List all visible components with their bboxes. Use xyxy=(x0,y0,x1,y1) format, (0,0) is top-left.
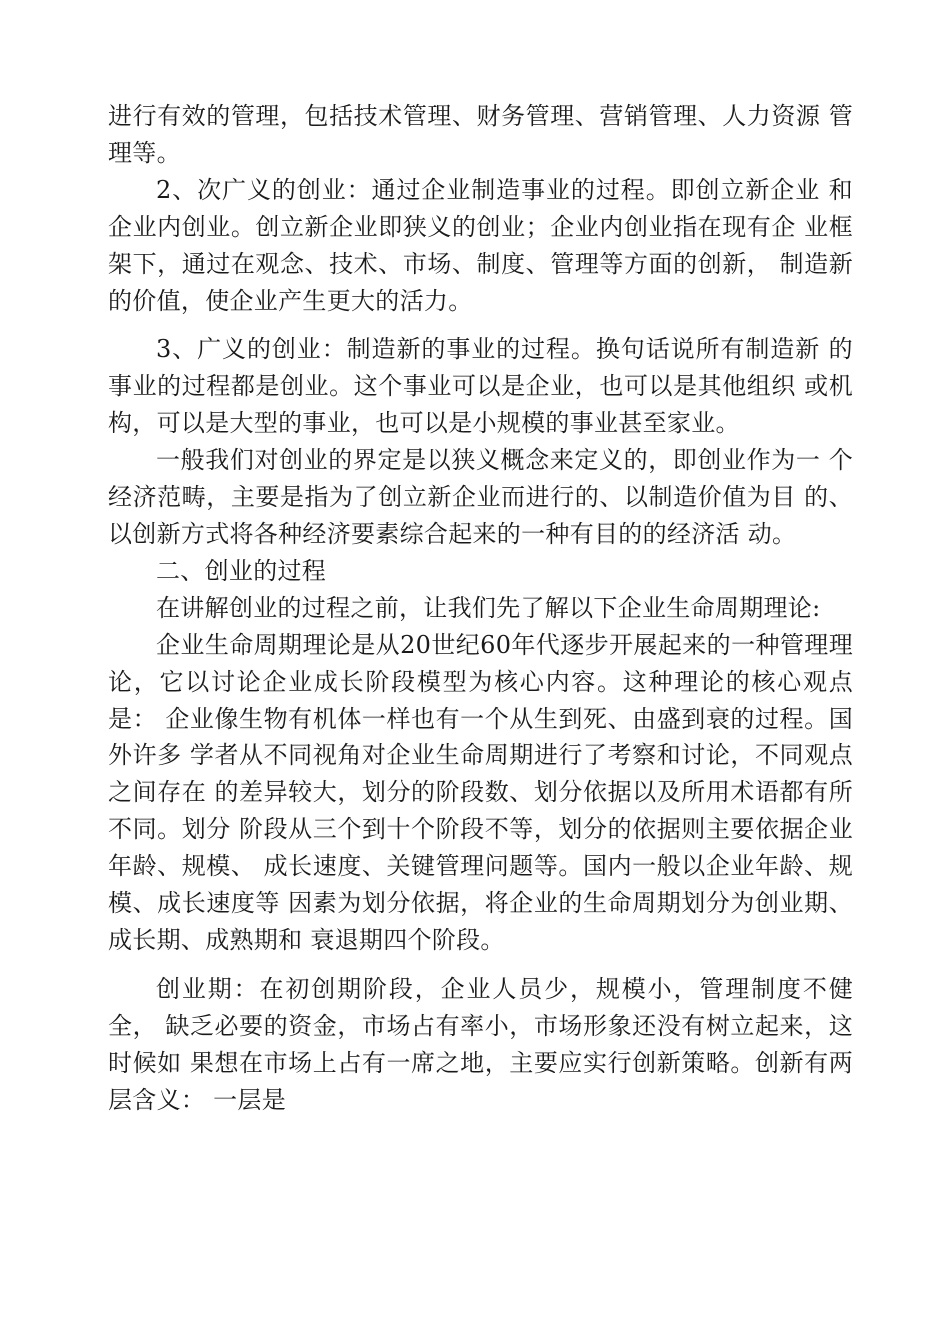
paragraph-management-continuation: 进行有效的管理，包括技术管理、财务管理、营销管理、人力资源 管理等。 xyxy=(108,102,853,167)
paragraph-narrow-definition: 一般我们对创业的界定是以狭义概念来定义的，即创业作为一 个经济范畴，主要是指为了创立新企业而进行的、以制造价值为目 的、以创新方式将各种经济要素综合起来的一种有目的的经济活 动。 xyxy=(108,446,853,548)
paragraph-secondary-broad-entrepreneurship: 2、次广义的创业：通过企业制造事业的过程。即创立新企业 和企业内创业。创立新企业即狭义的创业；企业内创业指在现有企 业框架下，通过在观念、技术、市场、制度、管理等方面的创新， 制造新的价值，使企业产生更大的活力。 xyxy=(108,175,853,315)
paragraph-broad-entrepreneurship: 3、广义的创业：制造新的事业的过程。换句话说所有制造新 的事业的过程都是创业。这个事业可以是企业，也可以是其他组织 或机构，可以是大型的事业，也可以是小规模的事业甚至家业。 xyxy=(108,335,853,438)
section-heading-entrepreneurship-process: 二、创业的过程 xyxy=(156,556,327,585)
paragraph-lifecycle-intro: 在讲解创业的过程之前，让我们先了解以下企业生命周期理论: xyxy=(156,593,821,622)
paragraph-lifecycle-theory: 企业生命周期理论是从20世纪60年代逐步开展起来的一种管理理论，它以讨论企业成长阶段模型为核心内容。这种理论的核心观点是： 企业像生物有机体一样也有一个从生到死、由盛到衰的过程。国外许多 学者从不同视角对企业生命周期进行了考察和讨论，不同观点之间存在 的差异较大，划分的阶段数、划分依据以及所用术语都有所不同。划分 阶段从三个到十个阶段不等，划分的依据则主要依据企业年龄、规模、 成长速度、关键管理问题等。国内一般以企业年龄、规模、成长速度等 因素为划分依据，将企业的生命周期划分为创业期、成长期、成熟期和 衰退期四个阶段。 xyxy=(108,630,853,954)
paragraph-startup-stage: 创业期：在初创期阶段，企业人员少，规模小，管理制度不健全， 缺乏必要的资金，市场占有率小，市场形象还没有树立起来，这时候如 果想在市场上占有一席之地，主要应实行创新策略。创新有两层含义： 一层是 xyxy=(108,974,853,1114)
document-body xyxy=(108,98,853,1118)
